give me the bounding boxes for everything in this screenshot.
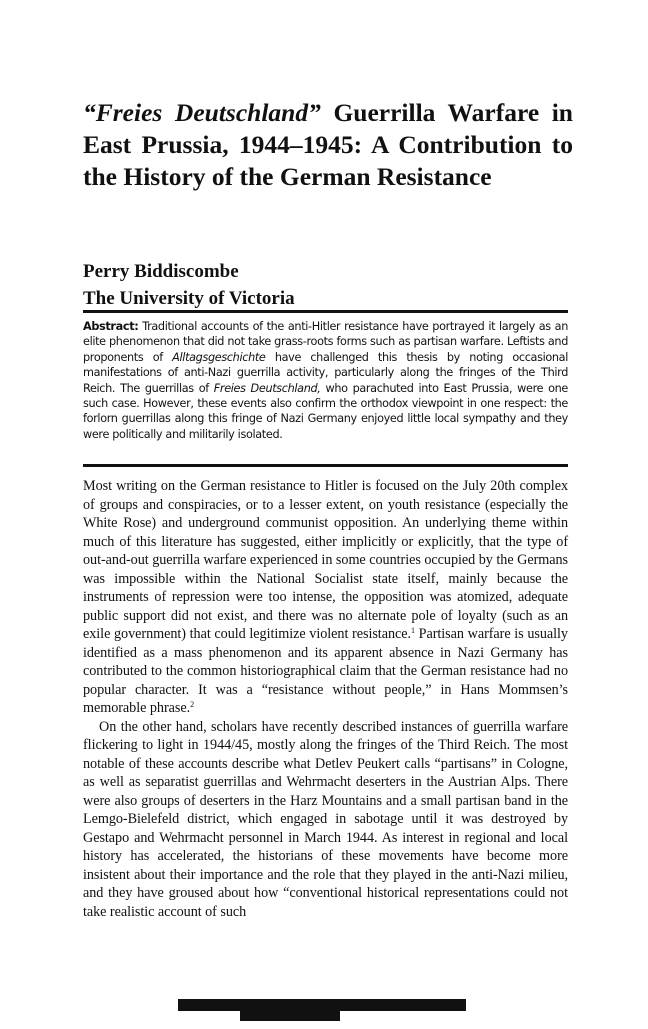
paragraph-1 — [83, 477, 568, 718]
paragraph-1-text-b: Partisan warfare is usually identified as a mass phenomenon and its apparent absence in Nazi Germany has contributed to the common historiographical claim that the German resistance had no popular character. It was a “resistance without people,” in Hans Mommsen’s memorable phrase. — [83, 626, 568, 716]
abstract-bottom-rule — [83, 464, 568, 467]
abstract — [83, 319, 568, 442]
abstract-label: Abstract: — [83, 320, 139, 333]
abstract-text-1: Traditional accounts of the anti-Hitler resistance have portrayed it largely as an elite phenomenon that did not take grass-roots forms such as partisan warfare. Leftists and proponents of — [83, 320, 568, 364]
author-affiliation: The University of Victoria — [83, 288, 295, 309]
author-block — [83, 258, 573, 312]
abstract-top-rule — [83, 310, 568, 313]
paragraph-2: On the other hand, scholars have recently described instances of guerrilla warfare flickering to light in 1944/45, mostly along the fringes of the Third Reich. The most notable of these accounts describe what Detlev Peukert calls “partisans” in Cologne, as well as separatist guerrillas and Wehrmacht deserters in the Austrian Alps. There were also groups of deserters in the Harz Mountains and a small partisan band in the Lemgo-Bielefeld district, which engaged in sabotage until it was destroyed by Gestapo and Wehrmacht personnel in March 1944. As interest in regional and local history has accelerated, the historians of these movements have become more insistent about their importance and the role that they played in the anti-Nazi milieu, and they have groused about how “conventional historical representations could not take realistic account of such — [83, 718, 568, 920]
abstract-emphasis-2: Freies Deutschland, — [213, 381, 321, 395]
footer-bar — [178, 999, 466, 1011]
footer-bar-extension — [240, 1011, 340, 1021]
footnote-marker-1[interactable]: 1 — [410, 626, 415, 635]
paragraph-1-text-a: Most writing on the German resistance to Hitler is focused on the July 20th complex of groups and conspiracies, or to a lesser extent, on youth resistance (especially the White Rose) and underground communist opposition. An underlying theme within much of this literature has suggested, either implicitly or explicitly, that the type of out-and-out guerrilla warfare experienced in some countries occupied by the Germans was impossible within the National Socialist state itself, mainly because the instruments of repression were too intense, the opposition was atomized, adequate public support did not exist, and there was no alternate pole of loyalty (such as an exile government) that could legitimize violent resistance. — [83, 478, 568, 642]
abstract-emphasis-1: Alltagsgeschichte — [172, 350, 266, 364]
abstract-text-2: have challenged this thesis by noting occasional manifestations of anti-Nazi guerrilla activity, particularly along the fringes of the Third Reich. The guerrillas of — [83, 350, 568, 395]
author-name: Perry Biddiscombe — [83, 261, 239, 282]
abstract-text-3: who parachuted into East Prussia, were one such case. However, these events also confirm the orthodox viewpoint in one respect: the forlorn guerrillas along this fringe of Nazi Germany enjoyed little local sympathy and they were politically and militarily isolated. — [83, 381, 568, 441]
article-title-italic: “Freies Deutschland” — [83, 98, 321, 127]
article-title-rest: Guerrilla Warfare in East Prussia, 1944–1945: A Contribution to the History of the German Resistance — [83, 98, 573, 191]
body-text — [83, 477, 568, 921]
footnote-marker-2[interactable]: 2 — [190, 700, 195, 709]
article-title — [83, 97, 573, 193]
